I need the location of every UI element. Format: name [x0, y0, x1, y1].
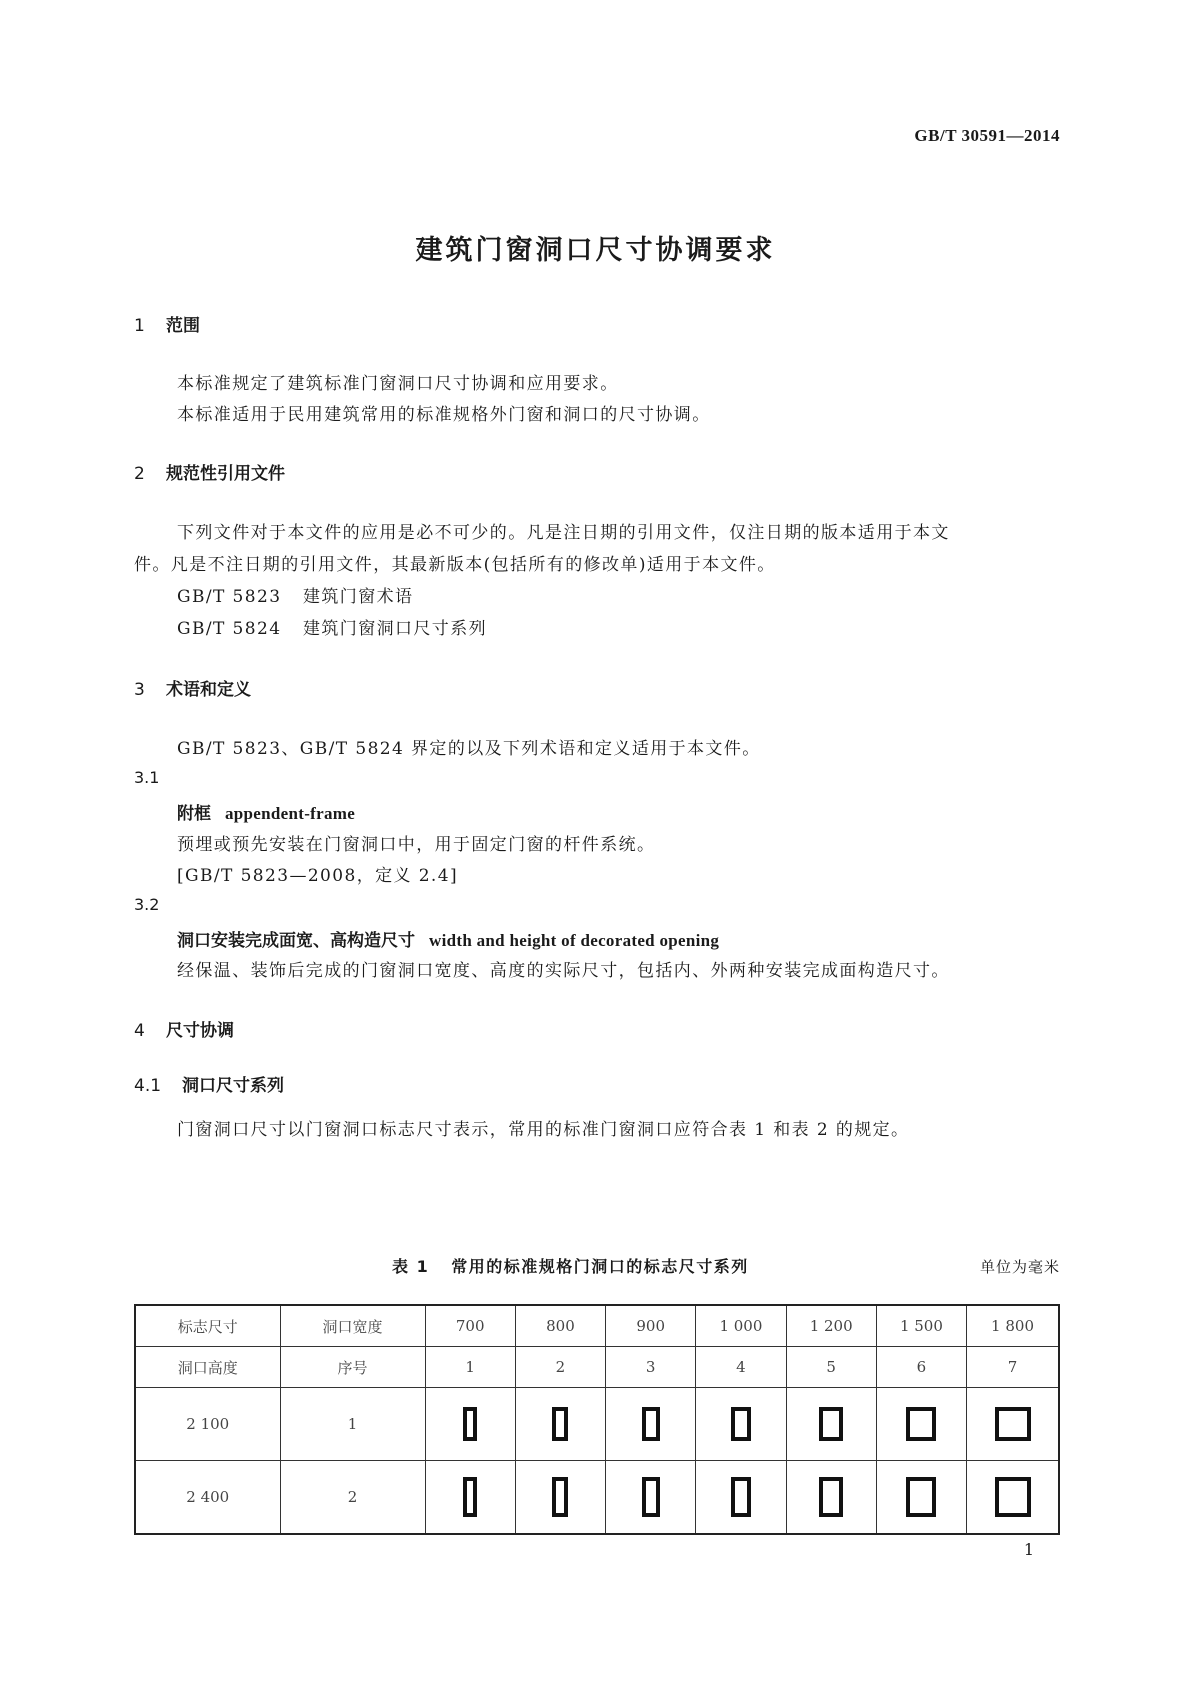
section-number: 4: [134, 1021, 145, 1041]
section-title: 术语和定义: [166, 680, 251, 700]
clause-number: 3.1: [134, 768, 160, 787]
page-number: 1: [1023, 1540, 1034, 1559]
door-cell: [967, 1461, 1059, 1535]
door-cell: [425, 1388, 515, 1461]
term-source: [GB/T 5823—2008，定义 2.4]: [177, 866, 458, 886]
section-4-1-heading: [134, 1071, 284, 1096]
table-cell: 2: [280, 1461, 425, 1535]
term-definition: 预埋或预先安装在门窗洞口中，用于固定门窗的杆件系统。: [177, 835, 656, 855]
reference-name: 建筑门窗洞口尺寸系列: [303, 619, 487, 639]
door-opening-icon: [552, 1407, 568, 1441]
door-opening-icon: [906, 1477, 936, 1517]
table-row: [135, 1388, 1059, 1461]
door-opening-icon: [463, 1477, 477, 1517]
table-cell: 2 100: [135, 1388, 280, 1461]
door-opening-table: [134, 1304, 1060, 1535]
reference-code: GB/T 5824: [177, 619, 282, 639]
door-cell: [515, 1461, 605, 1535]
door-opening-icon: [642, 1477, 660, 1517]
table-header-cell: 2: [515, 1347, 605, 1388]
door-cell: [696, 1461, 786, 1535]
door-opening-icon: [906, 1407, 936, 1441]
table-header-cell: 1 000: [696, 1305, 786, 1347]
term-3-2: [177, 926, 719, 951]
table-header-cell: 1: [425, 1347, 515, 1388]
door-cell: [606, 1461, 696, 1535]
section-title: 洞口尺寸系列: [182, 1076, 284, 1096]
table-header-cell: 7: [967, 1347, 1059, 1388]
table-header-cell: 1 500: [876, 1305, 966, 1347]
section-number: 4.1: [134, 1076, 162, 1096]
door-opening-icon: [995, 1407, 1031, 1441]
door-cell: [696, 1388, 786, 1461]
table-header-cell: 4: [696, 1347, 786, 1388]
section-3-heading: [134, 675, 251, 700]
document-title: 建筑门窗洞口尺寸协调要求: [415, 235, 776, 266]
paragraph: 本标准适用于民用建筑常用的标准规格外门窗和洞口的尺寸协调。: [177, 405, 711, 425]
door-cell: [606, 1388, 696, 1461]
table-header-cell: 标志尺寸: [135, 1305, 280, 1347]
reference-code: GB/T 5823: [177, 587, 282, 607]
section-4-heading: [134, 1016, 234, 1041]
door-opening-icon: [819, 1407, 843, 1441]
table-header-cell: 序号: [280, 1347, 425, 1388]
table-caption: [392, 1254, 749, 1277]
normative-reference: [177, 614, 487, 639]
term-3-1: [177, 799, 355, 824]
term-chinese: 附框: [177, 804, 211, 824]
section-number: 2: [134, 464, 145, 484]
table-header-cell: 800: [515, 1305, 605, 1347]
table-unit: 单位为毫米: [979, 1258, 1060, 1276]
door-opening-icon: [642, 1407, 660, 1441]
door-cell: [515, 1388, 605, 1461]
door-opening-icon: [552, 1477, 568, 1517]
door-cell: [876, 1461, 966, 1535]
table-cell: 1: [280, 1388, 425, 1461]
paragraph: 门窗洞口尺寸以门窗洞口标志尺寸表示，常用的标准门窗洞口应符合表 1 和表 2 的规定。: [177, 1120, 910, 1140]
table-header-cell: 700: [425, 1305, 515, 1347]
table-header-cell: 3: [606, 1347, 696, 1388]
door-opening-icon: [463, 1407, 477, 1441]
standard-code: GB/T 30591—2014: [914, 126, 1060, 145]
section-number: 1: [134, 316, 145, 336]
table-header-row: [135, 1347, 1059, 1388]
table-header-cell: 洞口宽度: [280, 1305, 425, 1347]
door-cell: [425, 1461, 515, 1535]
term-english: width and height of decorated opening: [429, 931, 720, 950]
term-definition: 经保温、装饰后完成的门窗洞口宽度、高度的实际尺寸，包括内、外两种安装完成面构造尺寸。: [177, 961, 950, 981]
door-cell: [786, 1388, 876, 1461]
section-title: 范围: [166, 316, 200, 336]
table-row: [135, 1461, 1059, 1535]
reference-name: 建筑门窗术语: [303, 587, 414, 607]
section-title: 尺寸协调: [166, 1021, 234, 1041]
table-header-cell: 洞口高度: [135, 1347, 280, 1388]
door-cell: [786, 1461, 876, 1535]
table-header-cell: 900: [606, 1305, 696, 1347]
table-header-cell: 1 200: [786, 1305, 876, 1347]
term-chinese: 洞口安装完成面宽、高构造尺寸: [177, 931, 415, 951]
normative-reference: [177, 582, 413, 607]
term-english: appendent-frame: [225, 804, 356, 823]
section-1-heading: [134, 311, 200, 336]
paragraph: 本标准规定了建筑标准门窗洞口尺寸协调和应用要求。: [177, 374, 619, 394]
section-2-heading: [134, 459, 285, 484]
table-cell: 2 400: [135, 1461, 280, 1535]
door-opening-icon: [995, 1477, 1031, 1517]
door-cell: [876, 1388, 966, 1461]
table-header-cell: 6: [876, 1347, 966, 1388]
table-header-row: [135, 1305, 1059, 1347]
door-opening-icon: [731, 1407, 751, 1441]
table-title: 常用的标准规格门洞口的标志尺寸系列: [451, 1257, 749, 1276]
door-opening-icon: [819, 1477, 843, 1517]
table-header-cell: 1 800: [967, 1305, 1059, 1347]
door-cell: [967, 1388, 1059, 1461]
table-number: 表 1: [392, 1257, 430, 1276]
section-title: 规范性引用文件: [166, 464, 285, 484]
clause-number: 3.2: [134, 895, 160, 914]
paragraph: GB/T 5823、GB/T 5824 界定的以及下列术语和定义适用于本文件。: [177, 739, 761, 759]
door-opening-icon: [731, 1477, 751, 1517]
table-header-cell: 5: [786, 1347, 876, 1388]
paragraph: 下列文件对于本文件的应用是必不可少的。凡是注日期的引用文件，仅注日期的版本适用于本文: [177, 523, 950, 543]
section-number: 3: [134, 680, 145, 700]
paragraph: 件。凡是不注日期的引用文件，其最新版本(包括所有的修改单)适用于本文件。: [134, 555, 776, 575]
